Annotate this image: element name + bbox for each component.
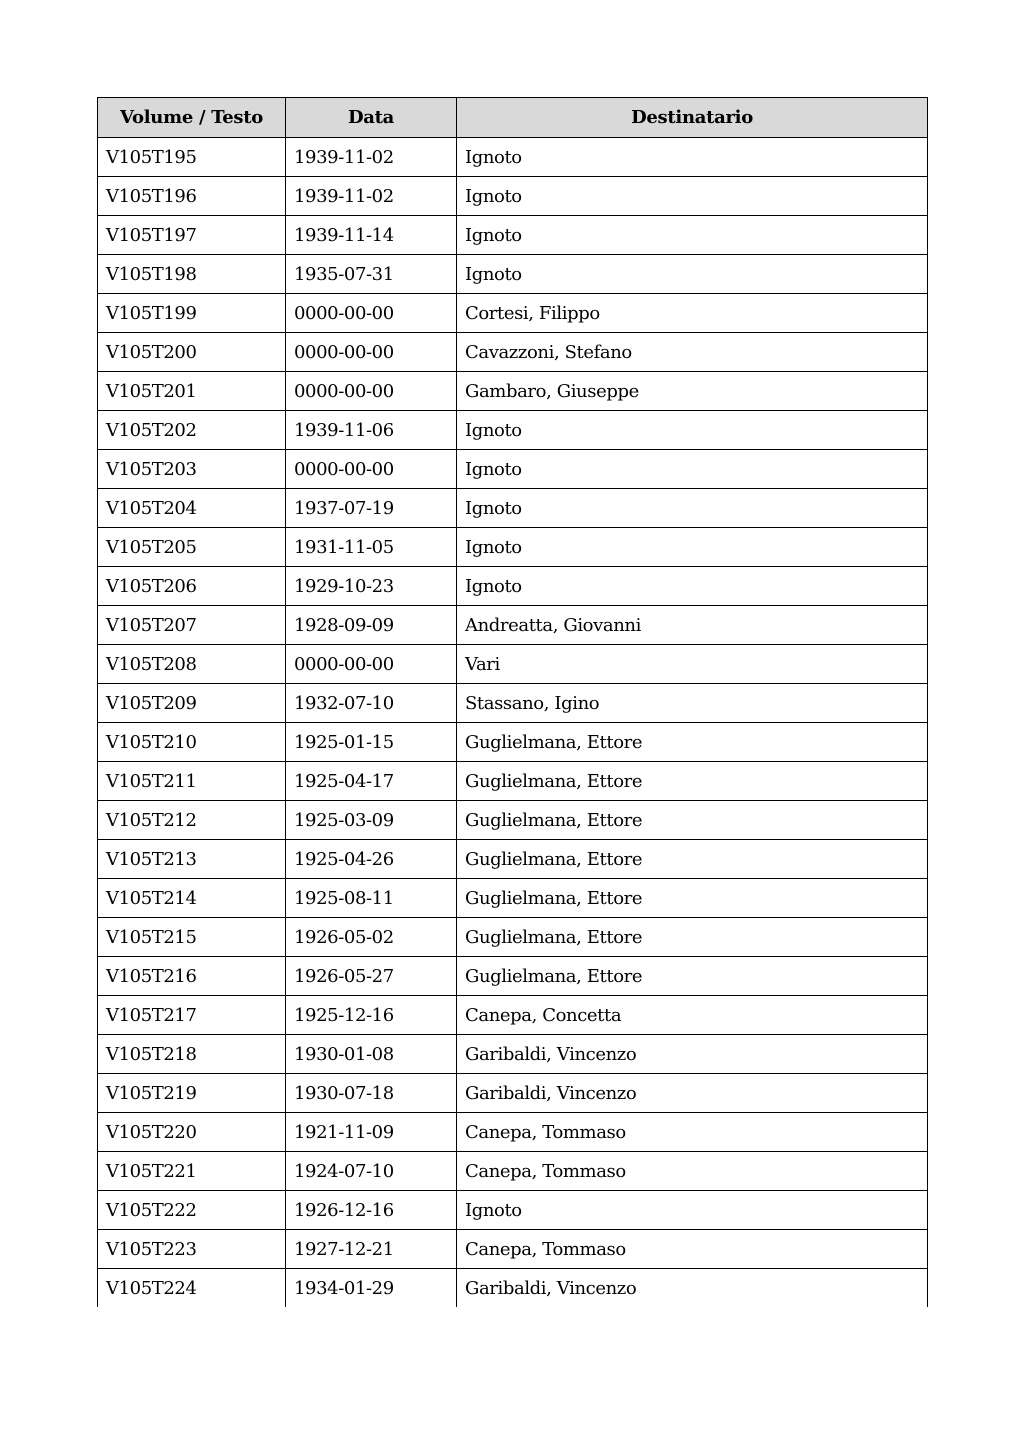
table-row (98, 606, 928, 645)
cell-data: 1926-12-16 (286, 1191, 457, 1230)
cell-destinatario: Gambaro, Giuseppe (457, 372, 928, 411)
table-row (98, 177, 928, 216)
table-row (98, 645, 928, 684)
cell-volume-testo: V105T213 (98, 840, 286, 879)
cell-destinatario: Canepa, Tommaso (457, 1152, 928, 1191)
cell-volume-testo: V105T221 (98, 1152, 286, 1191)
table-row (98, 411, 928, 450)
cell-destinatario: Canepa, Tommaso (457, 1230, 928, 1269)
cell-destinatario: Ignoto (457, 1191, 928, 1230)
cell-destinatario: Guglielmana, Ettore (457, 801, 928, 840)
cell-destinatario: Garibaldi, Vincenzo (457, 1269, 928, 1308)
cell-destinatario: Ignoto (457, 138, 928, 177)
cell-data: 1930-01-08 (286, 1035, 457, 1074)
cell-volume-testo: V105T205 (98, 528, 286, 567)
cell-volume-testo: V105T206 (98, 567, 286, 606)
cell-destinatario: Guglielmana, Ettore (457, 762, 928, 801)
cell-volume-testo: V105T200 (98, 333, 286, 372)
cell-destinatario: Guglielmana, Ettore (457, 723, 928, 762)
cell-data: 1925-08-11 (286, 879, 457, 918)
cell-data: 0000-00-00 (286, 450, 457, 489)
cell-destinatario: Ignoto (457, 216, 928, 255)
table-row (98, 1191, 928, 1230)
cell-destinatario: Ignoto (457, 528, 928, 567)
cell-destinatario: Guglielmana, Ettore (457, 957, 928, 996)
cell-volume-testo: V105T202 (98, 411, 286, 450)
table-row (98, 1230, 928, 1269)
table-header-row (98, 98, 928, 138)
cell-data: 1930-07-18 (286, 1074, 457, 1113)
table-row (98, 294, 928, 333)
table-row (98, 1035, 928, 1074)
cell-destinatario: Ignoto (457, 450, 928, 489)
table-row (98, 879, 928, 918)
cell-data: 0000-00-00 (286, 294, 457, 333)
cell-destinatario: Andreatta, Giovanni (457, 606, 928, 645)
table-row (98, 1269, 928, 1308)
cell-volume-testo: V105T210 (98, 723, 286, 762)
cell-destinatario: Canepa, Concetta (457, 996, 928, 1035)
cell-data: 1925-12-16 (286, 996, 457, 1035)
cell-destinatario: Garibaldi, Vincenzo (457, 1074, 928, 1113)
cell-data: 1924-07-10 (286, 1152, 457, 1191)
cell-data: 1925-01-15 (286, 723, 457, 762)
cell-volume-testo: V105T196 (98, 177, 286, 216)
cell-destinatario: Vari (457, 645, 928, 684)
cell-data: 1934-01-29 (286, 1269, 457, 1308)
cell-destinatario: Ignoto (457, 411, 928, 450)
cell-volume-testo: V105T224 (98, 1269, 286, 1308)
cell-volume-testo: V105T212 (98, 801, 286, 840)
cell-destinatario: Ignoto (457, 177, 928, 216)
table-row (98, 333, 928, 372)
cell-data: 0000-00-00 (286, 645, 457, 684)
cell-data: 1927-12-21 (286, 1230, 457, 1269)
cell-data: 1939-11-14 (286, 216, 457, 255)
table-row (98, 489, 928, 528)
table-row (98, 528, 928, 567)
cell-data: 1926-05-27 (286, 957, 457, 996)
table-row (98, 1113, 928, 1152)
cell-volume-testo: V105T218 (98, 1035, 286, 1074)
letters-table (97, 97, 928, 1307)
cell-volume-testo: V105T203 (98, 450, 286, 489)
column-header-data: Data (286, 98, 457, 138)
cell-data: 1939-11-02 (286, 177, 457, 216)
cell-data: 1928-09-09 (286, 606, 457, 645)
cell-data: 1921-11-09 (286, 1113, 457, 1152)
table-row (98, 723, 928, 762)
cell-destinatario: Ignoto (457, 567, 928, 606)
cell-destinatario: Guglielmana, Ettore (457, 840, 928, 879)
cell-destinatario: Garibaldi, Vincenzo (457, 1035, 928, 1074)
cell-volume-testo: V105T197 (98, 216, 286, 255)
table-row (98, 255, 928, 294)
column-header-volume-testo: Volume / Testo (98, 98, 286, 138)
cell-volume-testo: V105T220 (98, 1113, 286, 1152)
table-row (98, 216, 928, 255)
cell-volume-testo: V105T204 (98, 489, 286, 528)
cell-data: 1925-04-26 (286, 840, 457, 879)
cell-volume-testo: V105T214 (98, 879, 286, 918)
cell-data: 1932-07-10 (286, 684, 457, 723)
cell-data: 1937-07-19 (286, 489, 457, 528)
cell-volume-testo: V105T207 (98, 606, 286, 645)
cell-volume-testo: V105T219 (98, 1074, 286, 1113)
cell-data: 1931-11-05 (286, 528, 457, 567)
table-row (98, 762, 928, 801)
cell-volume-testo: V105T208 (98, 645, 286, 684)
cell-volume-testo: V105T215 (98, 918, 286, 957)
table-row (98, 957, 928, 996)
cell-volume-testo: V105T199 (98, 294, 286, 333)
cell-data: 1925-03-09 (286, 801, 457, 840)
cell-destinatario: Ignoto (457, 255, 928, 294)
table-row (98, 450, 928, 489)
table-row (98, 801, 928, 840)
cell-volume-testo: V105T198 (98, 255, 286, 294)
table-row (98, 1152, 928, 1191)
cell-volume-testo: V105T216 (98, 957, 286, 996)
cell-destinatario: Guglielmana, Ettore (457, 918, 928, 957)
table-row (98, 567, 928, 606)
cell-volume-testo: V105T195 (98, 138, 286, 177)
cell-data: 1935-07-31 (286, 255, 457, 294)
cell-destinatario: Canepa, Tommaso (457, 1113, 928, 1152)
cell-data: 1939-11-06 (286, 411, 457, 450)
cell-data: 0000-00-00 (286, 333, 457, 372)
table-row (98, 1074, 928, 1113)
cell-destinatario: Cavazzoni, Stefano (457, 333, 928, 372)
cell-data: 1929-10-23 (286, 567, 457, 606)
table-row (98, 918, 928, 957)
table-row (98, 372, 928, 411)
cell-data: 1926-05-02 (286, 918, 457, 957)
table-row (98, 996, 928, 1035)
cell-data: 0000-00-00 (286, 372, 457, 411)
table-row (98, 684, 928, 723)
cell-destinatario: Stassano, Igino (457, 684, 928, 723)
cell-volume-testo: V105T201 (98, 372, 286, 411)
table-row (98, 840, 928, 879)
cell-data: 1939-11-02 (286, 138, 457, 177)
cell-destinatario: Cortesi, Filippo (457, 294, 928, 333)
table-row (98, 138, 928, 177)
column-header-destinatario: Destinatario (457, 98, 928, 138)
cell-data: 1925-04-17 (286, 762, 457, 801)
cell-destinatario: Guglielmana, Ettore (457, 879, 928, 918)
cell-volume-testo: V105T223 (98, 1230, 286, 1269)
cell-destinatario: Ignoto (457, 489, 928, 528)
cell-volume-testo: V105T217 (98, 996, 286, 1035)
cell-volume-testo: V105T209 (98, 684, 286, 723)
cell-volume-testo: V105T211 (98, 762, 286, 801)
cell-volume-testo: V105T222 (98, 1191, 286, 1230)
